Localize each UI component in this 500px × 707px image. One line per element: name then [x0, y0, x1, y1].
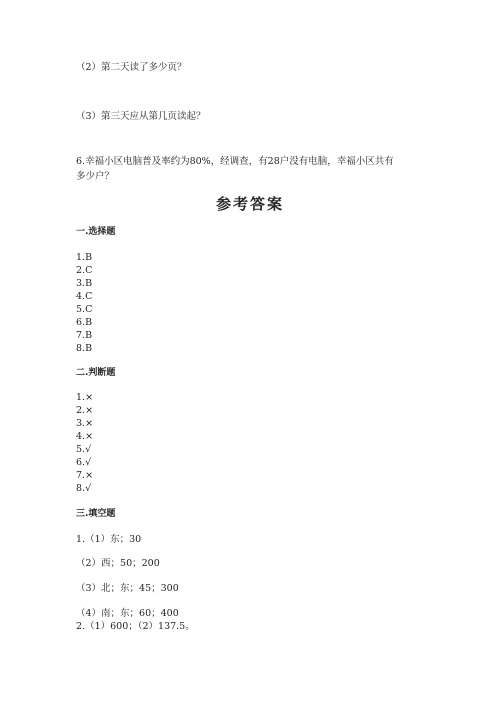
question-2-sub: （2）第二天读了多少页？: [76, 62, 187, 73]
question-3-sub: （3）第三天应从第几页读起？: [76, 111, 206, 122]
fill-answer: 2.（1）600；（2）137.5。: [76, 621, 195, 632]
judge-answer: 4.×: [76, 431, 94, 442]
question-6-line1: 6.幸福小区电脑普及率约为80%，经调查，有28户没有电脑，幸福小区共有: [76, 156, 394, 167]
section-heading-fill: 三.填空题: [76, 509, 116, 519]
choice-answer: 1.B: [76, 252, 93, 263]
fill-answer: 1.（1）东；30: [76, 534, 142, 545]
judge-answer: 7.×: [76, 470, 94, 481]
choice-answer: 5.C: [76, 304, 93, 315]
fill-answer: （4）南；东；60；400: [76, 608, 179, 619]
judge-answer: 2.×: [76, 405, 94, 416]
fill-answer: （3）北；东；45；300: [76, 583, 179, 594]
choice-answer: 6.B: [76, 317, 93, 328]
judge-answer: 5.√: [76, 444, 92, 455]
question-6-line2: 多少户？: [76, 171, 115, 182]
choice-answer: 8.B: [76, 343, 93, 354]
judge-answer: 3.×: [76, 418, 94, 429]
answers-title: 参考答案: [215, 195, 284, 213]
judge-answer: 8.√: [76, 483, 92, 494]
choice-answer: 3.B: [76, 278, 93, 289]
judge-answer: 1.×: [76, 392, 94, 403]
section-heading-choice: 一.选择题: [76, 227, 116, 237]
choice-answer: 2.C: [76, 265, 93, 276]
section-heading-judge: 二.判断题: [76, 368, 116, 378]
judge-answer: 6.√: [76, 457, 92, 468]
choice-answer: 4.C: [76, 291, 93, 302]
fill-answer: （2）西；50；200: [76, 558, 160, 569]
choice-answer: 7.B: [76, 330, 93, 341]
